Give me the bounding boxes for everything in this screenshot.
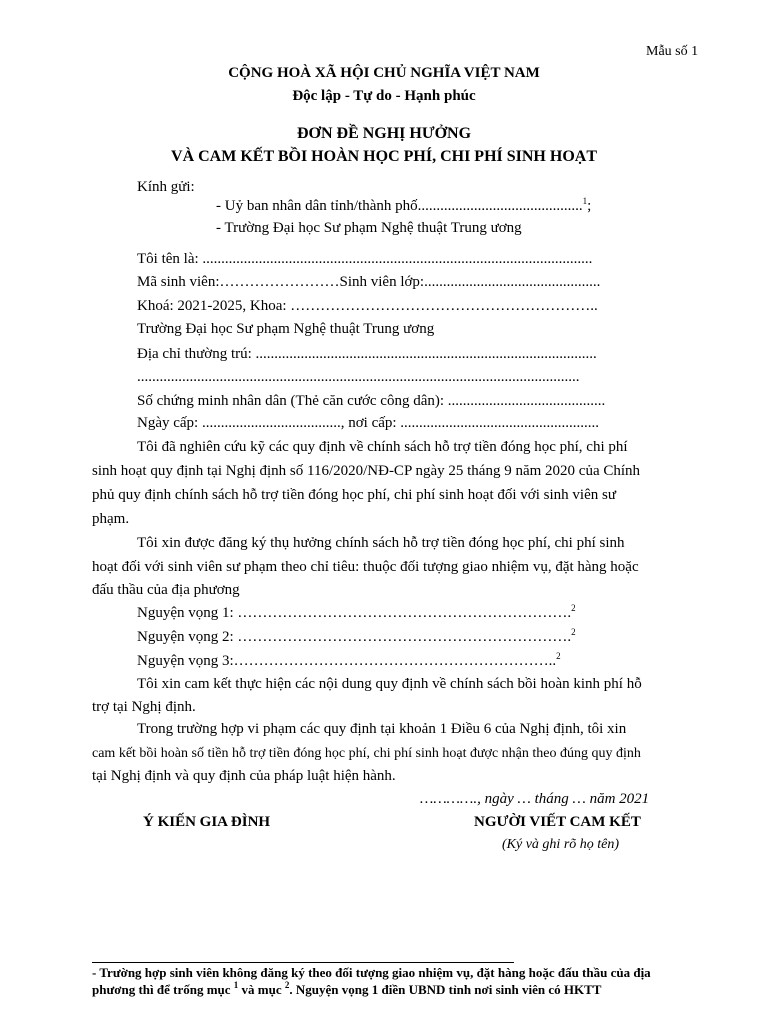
- wish-3[interactable]: [137, 652, 561, 671]
- field-issue[interactable]: Ngày cấp: ....................................., nơi cấp: .....................................................: [137, 415, 600, 431]
- wish-3-text: Nguyện vọng 3:………………………………………………………..: [137, 653, 557, 669]
- paragraph-2-line-3: đấu thầu của địa phương: [92, 582, 240, 598]
- field-student-id[interactable]: Mã sinh viên:……………………Sinh viên lớp:...............................................: [137, 274, 601, 290]
- footnote-ref-2: 2: [556, 651, 561, 661]
- family-opinion-heading: Ý KIẾN GIA ĐÌNH: [143, 814, 271, 830]
- recipient-school: - Trường Đại học Sư phạm Nghệ thuật Trung ương: [216, 220, 522, 236]
- paragraph-2-line-1: Tôi xin được đăng ký thụ hưởng chính sách hỗ trợ tiền đóng học phí, chi phí sinh: [137, 535, 625, 551]
- wish-1-text: Nguyện vọng 1: ………………………………………………………….: [137, 605, 572, 621]
- recipient-ubnd-text: - Uỷ ban nhân dân tỉnh/thành phố............................................: [216, 198, 583, 214]
- writer-signature-note: (Ký và ghi rõ họ tên): [502, 837, 620, 852]
- paragraph-2-line-2: hoạt đối với sinh viên sư phạm theo chỉ tiêu: thuộc đối tượng giao nhiệm vụ, đặt hàng hoặc: [92, 559, 639, 575]
- field-school: Trường Đại học Sư phạm Nghệ thuật Trung ương: [137, 321, 435, 337]
- footnote-line-2-c: . Nguyện vọng 1 điền UBND tỉnh nơi sinh viên có HKTT: [289, 982, 602, 997]
- footnote-line-1: - Trường hợp sinh viên không đăng ký theo đối tượng giao nhiệm vụ, đặt hàng hoặc đấu thầu của địa: [92, 965, 651, 980]
- date-line: …………., ngày … tháng … năm 2021: [420, 791, 650, 807]
- country-name: CỘNG HOÀ XÃ HỘI CHỦ NGHĨA VIỆT NAM: [228, 65, 540, 81]
- footnote-line-2-b: và mục: [238, 982, 285, 997]
- wish-2[interactable]: [137, 628, 576, 647]
- field-address[interactable]: Địa chỉ thường trú: ...........................................................................................: [137, 346, 597, 362]
- recipient-ubnd: [216, 197, 591, 216]
- motto: Độc lập - Tự do - Hạnh phúc: [292, 88, 476, 104]
- paragraph-4-line-3: tại Nghị định và quy định của pháp luật hiện hành.: [92, 768, 396, 784]
- paragraph-4-line-1: Trong trường hợp vi phạm các quy định tại khoản 1 Điều 6 của Nghị định, tôi xin: [137, 721, 627, 737]
- footnote-line-2: [92, 982, 601, 998]
- recipient-ubnd-end: ;: [587, 198, 592, 214]
- footnote-line-2-a: phương thì để trống mục: [92, 982, 234, 997]
- writer-heading: NGƯỜI VIẾT CAM KẾT: [474, 814, 641, 830]
- field-name[interactable]: Tôi tên là: ........................................................................................................: [137, 251, 593, 267]
- field-address-cont[interactable]: ......................................................................................................................: [137, 369, 580, 385]
- paragraph-1-line-2: sinh hoạt quy định tại Nghị định số 116/2020/NĐ-CP ngày 25 tháng 9 năm 2020 của Chính: [92, 463, 641, 479]
- wish-2-text: Nguyện vọng 2: ………………………………………………………….: [137, 629, 572, 645]
- footnote-sup-2: 2: [284, 980, 290, 990]
- paragraph-4-line-2: cam kết bồi hoàn số tiền hỗ trợ tiền đóng học phí, chi phí sinh hoạt được nhận theo đúng quy định: [92, 746, 641, 761]
- document-title-line2: VÀ CAM KẾT BỒI HOÀN HỌC PHÍ, CHI PHÍ SINH HOẠT: [171, 148, 597, 165]
- paragraph-3-line-1: Tôi xin cam kết thực hiện các nội dung quy định về chính sách bồi hoàn kinh phí hỗ: [137, 676, 642, 692]
- footnote-sup-1: 1: [233, 980, 239, 990]
- form-number: Mẫu số 1: [646, 44, 699, 59]
- footnote-separator: [92, 962, 514, 963]
- paragraph-1-line-1: Tôi đã nghiên cứu kỹ các quy định về chính sách hỗ trợ tiền đóng học phí, chi phí: [137, 439, 628, 455]
- field-course[interactable]: Khoá: 2021-2025, Khoa: ……………………………………………………..: [137, 298, 598, 314]
- field-id-number[interactable]: Số chứng minh nhân dân (Thẻ căn cước công dân): ..........................................: [137, 393, 606, 409]
- recipients-label: Kính gửi:: [137, 179, 195, 195]
- footnote-ref-2: 2: [571, 603, 576, 613]
- paragraph-1-line-3: phủ quy định chính sách hỗ trợ tiền đóng học phí, chi phí sinh hoạt đối với sinh viên sư: [92, 487, 616, 503]
- footnote-ref-1: 1: [582, 196, 588, 206]
- paragraph-3-line-2: trợ tại Nghị định.: [92, 699, 196, 715]
- wish-1[interactable]: [137, 604, 576, 623]
- paragraph-1-line-4: phạm.: [92, 511, 130, 527]
- document-title-line1: ĐƠN ĐỀ NGHỊ HƯỞNG: [296, 125, 472, 142]
- footnote-ref-2: 2: [571, 627, 576, 637]
